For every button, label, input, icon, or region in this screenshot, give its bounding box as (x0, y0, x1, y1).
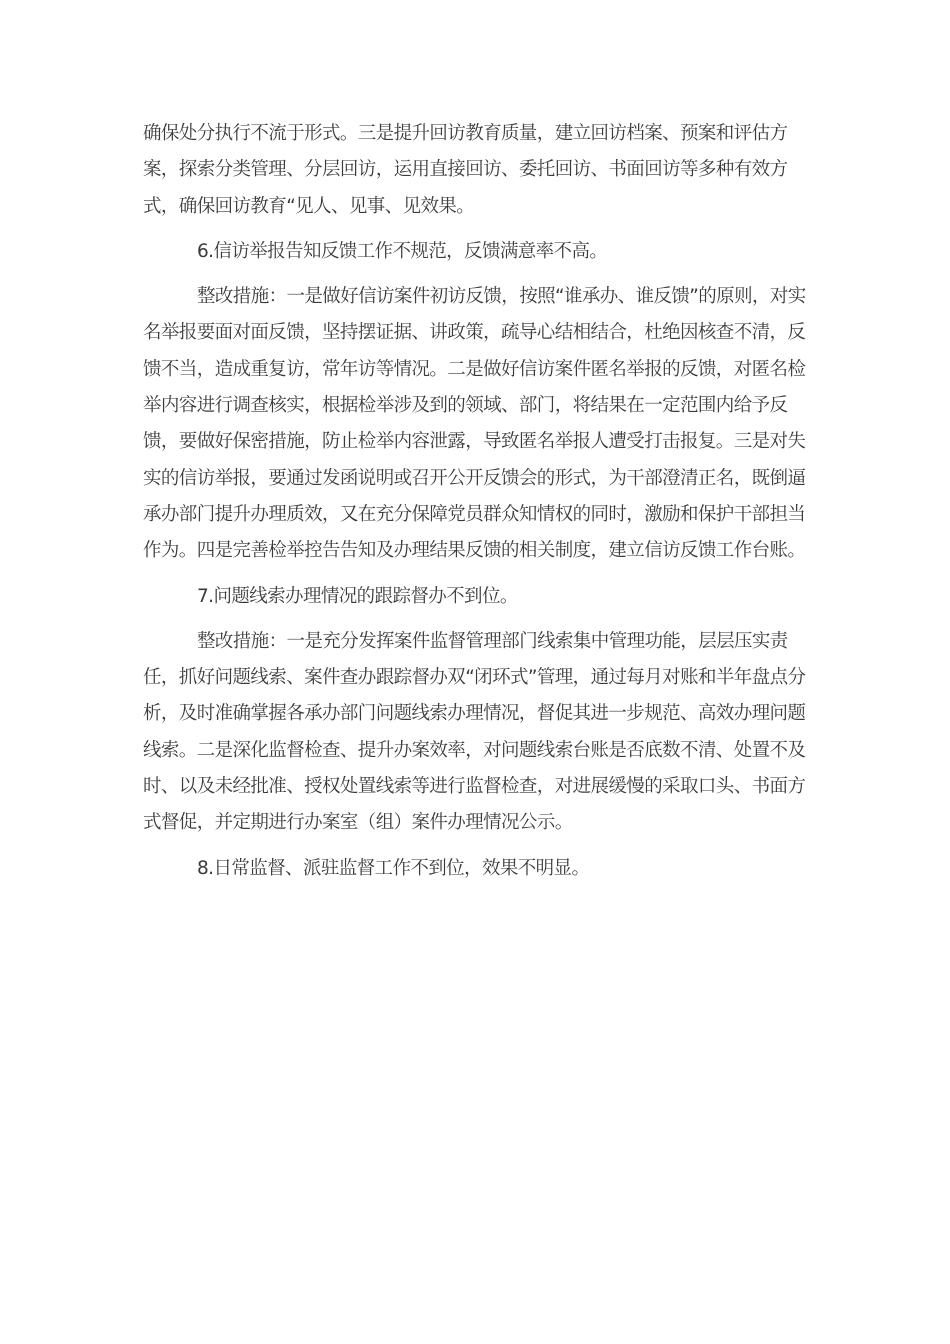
paragraph-measures-6: 整改措施：一是做好信访案件初访反馈，按照“谁承办、谁反馈”的原则，对实名举报要面对面反馈，坚持摆证据、讲政策，疏导心结相结合，杜绝因核查不清，反馈不当，造成重复访，常年访等情况。二是做好信访案件匿名举报的反馈，对匿名检举内容进行调查核实，根据检举涉及到的领域、部门，将结果在一定范围内给予反馈，要做好保密措施，防止检举内容泄露，导致匿名举报人遭受打击报复。三是对失实的信访举报，要通过发函说明或召开公开反馈会的形式，为干部澄清正名，既倒逼承办部门提升办理质效，又在充分保障党员群众知情权的同时，激励和保护干部担当作为。四是完善检举控告告知及办理结果反馈的相关制度，建立信访反馈工作台账。 (143, 286, 806, 562)
paragraph-measures-7: 整改措施：一是充分发挥案件监督管理部门线索集中管理功能，层层压实责任，抓好问题线索、案件查办跟踪督办双“闭环式”管理，通过每月对账和半年盘点分析，及时准确掌握各承办部门问题线索办理情况，督促其进一步规范、高效办理问题线索。二是深化监督检查、提升办案效率，对问题线索台账是否底数不清、处置不及时、以及未经批准、授权处置线索等进行监督检查，对进展缓慢的采取口头、书面方式督促，并定期进行办案室（组）案件办理情况公示。 (143, 630, 806, 834)
heading-item-6: 6.信访举报告知反馈工作不规范，反馈满意率不高。 (197, 240, 608, 262)
paragraph-continuation: 确保处分执行不流于形式。三是提升回访教育质量，建立回访档案、预案和评估方案，探索分类管理、分层回访，运用直接回访、委托回访、书面回访等多种有效方式，确保回访教育“见人、见事、见效果。 (143, 123, 788, 217)
heading-item-8: 8.日常监督、派驻监督工作不到位，效果不明显。 (197, 857, 590, 879)
document-body (143, 116, 811, 896)
heading-item-7: 7.问题线索办理情况的跟踪督办不到位。 (197, 585, 518, 607)
